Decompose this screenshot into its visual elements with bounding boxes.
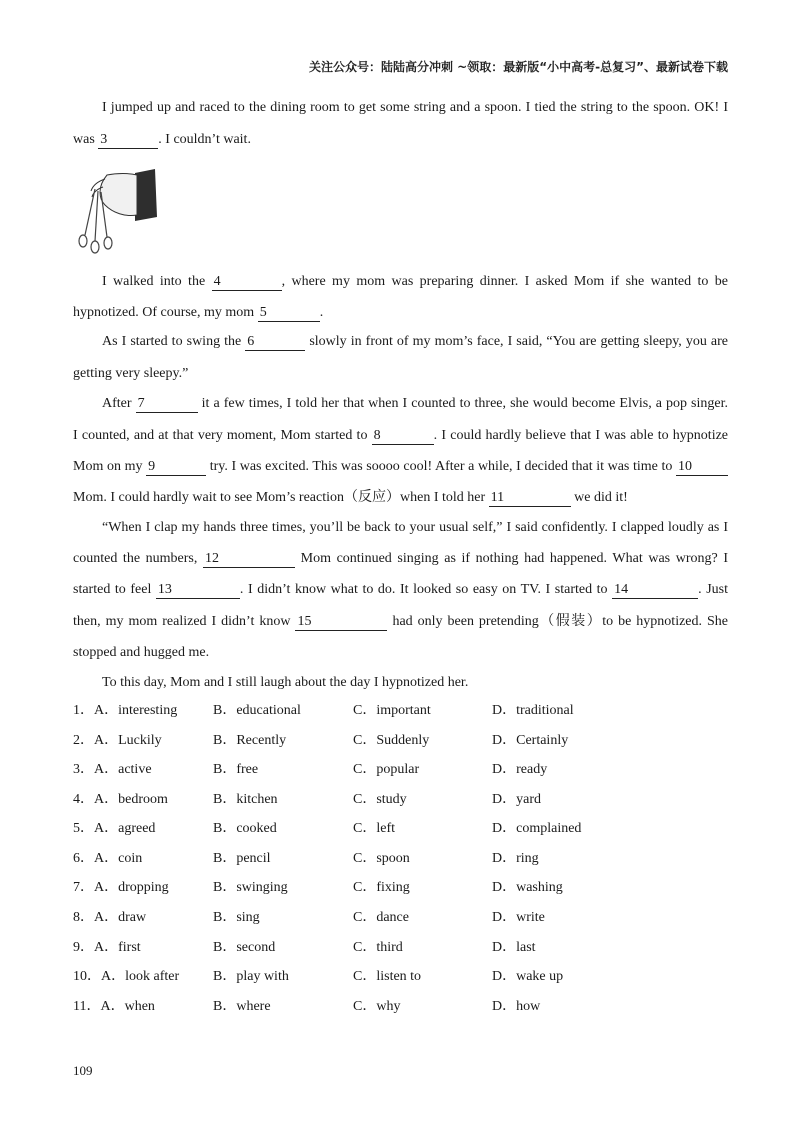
blank-8[interactable]: 8 — [372, 428, 434, 445]
question-row — [73, 819, 728, 839]
question-row — [73, 760, 728, 780]
passage-line: stopped and hugged me. — [73, 645, 210, 660]
page-header: 关注公众号：陆陆高分冲刺 ~领取：最新版“小中高考-总复习”、最新试卷下载 — [309, 60, 728, 74]
blank-6[interactable]: 6 — [245, 334, 305, 351]
passage-line: After 7 it a few times, I told her that when I counted to three, she would become Elvis, a pop singer. — [102, 396, 728, 411]
option-b[interactable]: B．swinging — [213, 880, 288, 895]
blank-9[interactable]: 9 — [146, 459, 206, 476]
option-c[interactable]: C．Suddenly — [353, 733, 430, 748]
option-c[interactable]: C．left — [353, 821, 395, 836]
blank-11[interactable]: 11 — [489, 490, 571, 507]
blank-5[interactable]: 5 — [258, 305, 320, 322]
passage-line: was 3 . I couldn’t wait. — [73, 132, 251, 147]
question-row — [73, 997, 728, 1017]
blank-12[interactable]: 12 — [203, 551, 295, 568]
passage-line: Mom on my 9 try. I was excited. This was soooo cool! After a while, I decided that it was time to 10 — [73, 457, 728, 477]
question-row — [73, 908, 728, 928]
option-c[interactable]: C．popular — [353, 762, 420, 777]
option-d[interactable]: D．wake up — [492, 969, 564, 984]
passage-line: “When I clap my hands three times, you’ll be back to your usual self,” I said confidently. I clapped loudly as I — [102, 520, 728, 535]
option-d[interactable]: D．washing — [492, 880, 563, 895]
passage-line: To this day, Mom and I still laugh about the day I hypnotized her. — [102, 675, 469, 690]
blank-10[interactable]: 10 — [676, 459, 728, 476]
passage-line: getting very sleepy.” — [73, 366, 189, 381]
option-a[interactable]: 6．A．coin — [73, 851, 143, 866]
blank-13[interactable]: 13 — [156, 582, 240, 599]
option-b[interactable]: B．Recently — [213, 733, 287, 748]
option-c[interactable]: C．spoon — [353, 851, 410, 866]
option-d[interactable]: D．last — [492, 940, 536, 955]
passage-line: I walked into the 4 , where my mom was preparing dinner. I asked Mom if she wanted to be — [102, 274, 728, 289]
option-c[interactable]: C．why — [353, 999, 401, 1014]
option-a[interactable]: 3．A．active — [73, 762, 152, 777]
option-b[interactable]: B．free — [213, 762, 259, 777]
option-d[interactable]: D．how — [492, 999, 541, 1014]
page-number: 109 — [73, 1063, 93, 1078]
option-b[interactable]: B．educational — [213, 703, 301, 718]
passage-line: As I started to swing the 6 slowly in front of my mom’s face, I said, “You are getting sleepy, you are — [102, 334, 728, 349]
passage-line: I counted, and at that very moment, Mom started to 8 . I could hardly believe that I was able to hypnotize — [73, 428, 729, 443]
option-b[interactable]: B．pencil — [213, 851, 271, 866]
blank-3[interactable]: 3 — [98, 132, 158, 149]
question-row — [73, 790, 728, 810]
blank-15[interactable]: 15 — [295, 614, 387, 631]
option-c[interactable]: C．third — [353, 940, 403, 955]
option-d[interactable]: D．Certainly — [492, 733, 569, 748]
hand-holding-spoons-illustration — [73, 165, 163, 255]
option-a[interactable]: 4．A．bedroom — [73, 792, 168, 807]
option-d[interactable]: D．ring — [492, 851, 539, 866]
option-a[interactable]: 7．A．dropping — [73, 880, 169, 895]
option-c[interactable]: C．dance — [353, 910, 409, 925]
passage-line: then, my mom realized I didn’t know 15 had only been pretending（假装）to be hypnotized. She — [73, 614, 729, 629]
option-b[interactable]: B．where — [213, 999, 271, 1014]
option-b[interactable]: B．cooked — [213, 821, 277, 836]
option-c[interactable]: C．listen to — [353, 969, 422, 984]
option-b[interactable]: B．play with — [213, 969, 289, 984]
option-d[interactable]: D．write — [492, 910, 545, 925]
option-b[interactable]: B．kitchen — [213, 792, 278, 807]
passage-line: counted the numbers, 12 Mom continued singing as if nothing had happened. What was wrong? I — [73, 551, 729, 566]
question-row — [73, 938, 728, 958]
option-c[interactable]: C．fixing — [353, 880, 410, 895]
option-d[interactable]: D．traditional — [492, 703, 574, 718]
question-row — [73, 878, 728, 898]
question-row — [73, 701, 728, 721]
option-a[interactable]: 2．A．Luckily — [73, 733, 162, 748]
option-a[interactable]: 10．A．look after — [73, 969, 180, 984]
question-row — [73, 967, 728, 987]
passage-line: I jumped up and raced to the dining room to get some string and a spoon. I tied the string to the spoon. OK! I — [102, 100, 728, 115]
blank-14[interactable]: 14 — [612, 582, 698, 599]
option-a[interactable]: 8．A．draw — [73, 910, 147, 925]
option-b[interactable]: B．second — [213, 940, 276, 955]
passage-line: hypnotized. Of course, my mom 5 . — [73, 305, 324, 320]
option-a[interactable]: 5．A．agreed — [73, 821, 156, 836]
option-d[interactable]: D．complained — [492, 821, 582, 836]
blank-7[interactable]: 7 — [136, 396, 198, 413]
question-row — [73, 849, 728, 869]
passage-line: Mom. I could hardly wait to see Mom’s reaction（反应）when I told her 11 we did it! — [73, 490, 628, 505]
option-c[interactable]: C．study — [353, 792, 407, 807]
passage-line: started to feel 13 . I didn’t know what to do. It looked so easy on TV. I started to 14 . Just — [73, 582, 729, 597]
question-row — [73, 731, 728, 751]
option-c[interactable]: C．important — [353, 703, 431, 718]
option-a[interactable]: 11．A．when — [73, 999, 155, 1014]
option-d[interactable]: D．yard — [492, 792, 541, 807]
option-a[interactable]: 1．A．interesting — [73, 703, 178, 718]
option-d[interactable]: D．ready — [492, 762, 548, 777]
option-b[interactable]: B．sing — [213, 910, 260, 925]
blank-4[interactable]: 4 — [212, 274, 282, 291]
option-a[interactable]: 9．A．first — [73, 940, 141, 955]
